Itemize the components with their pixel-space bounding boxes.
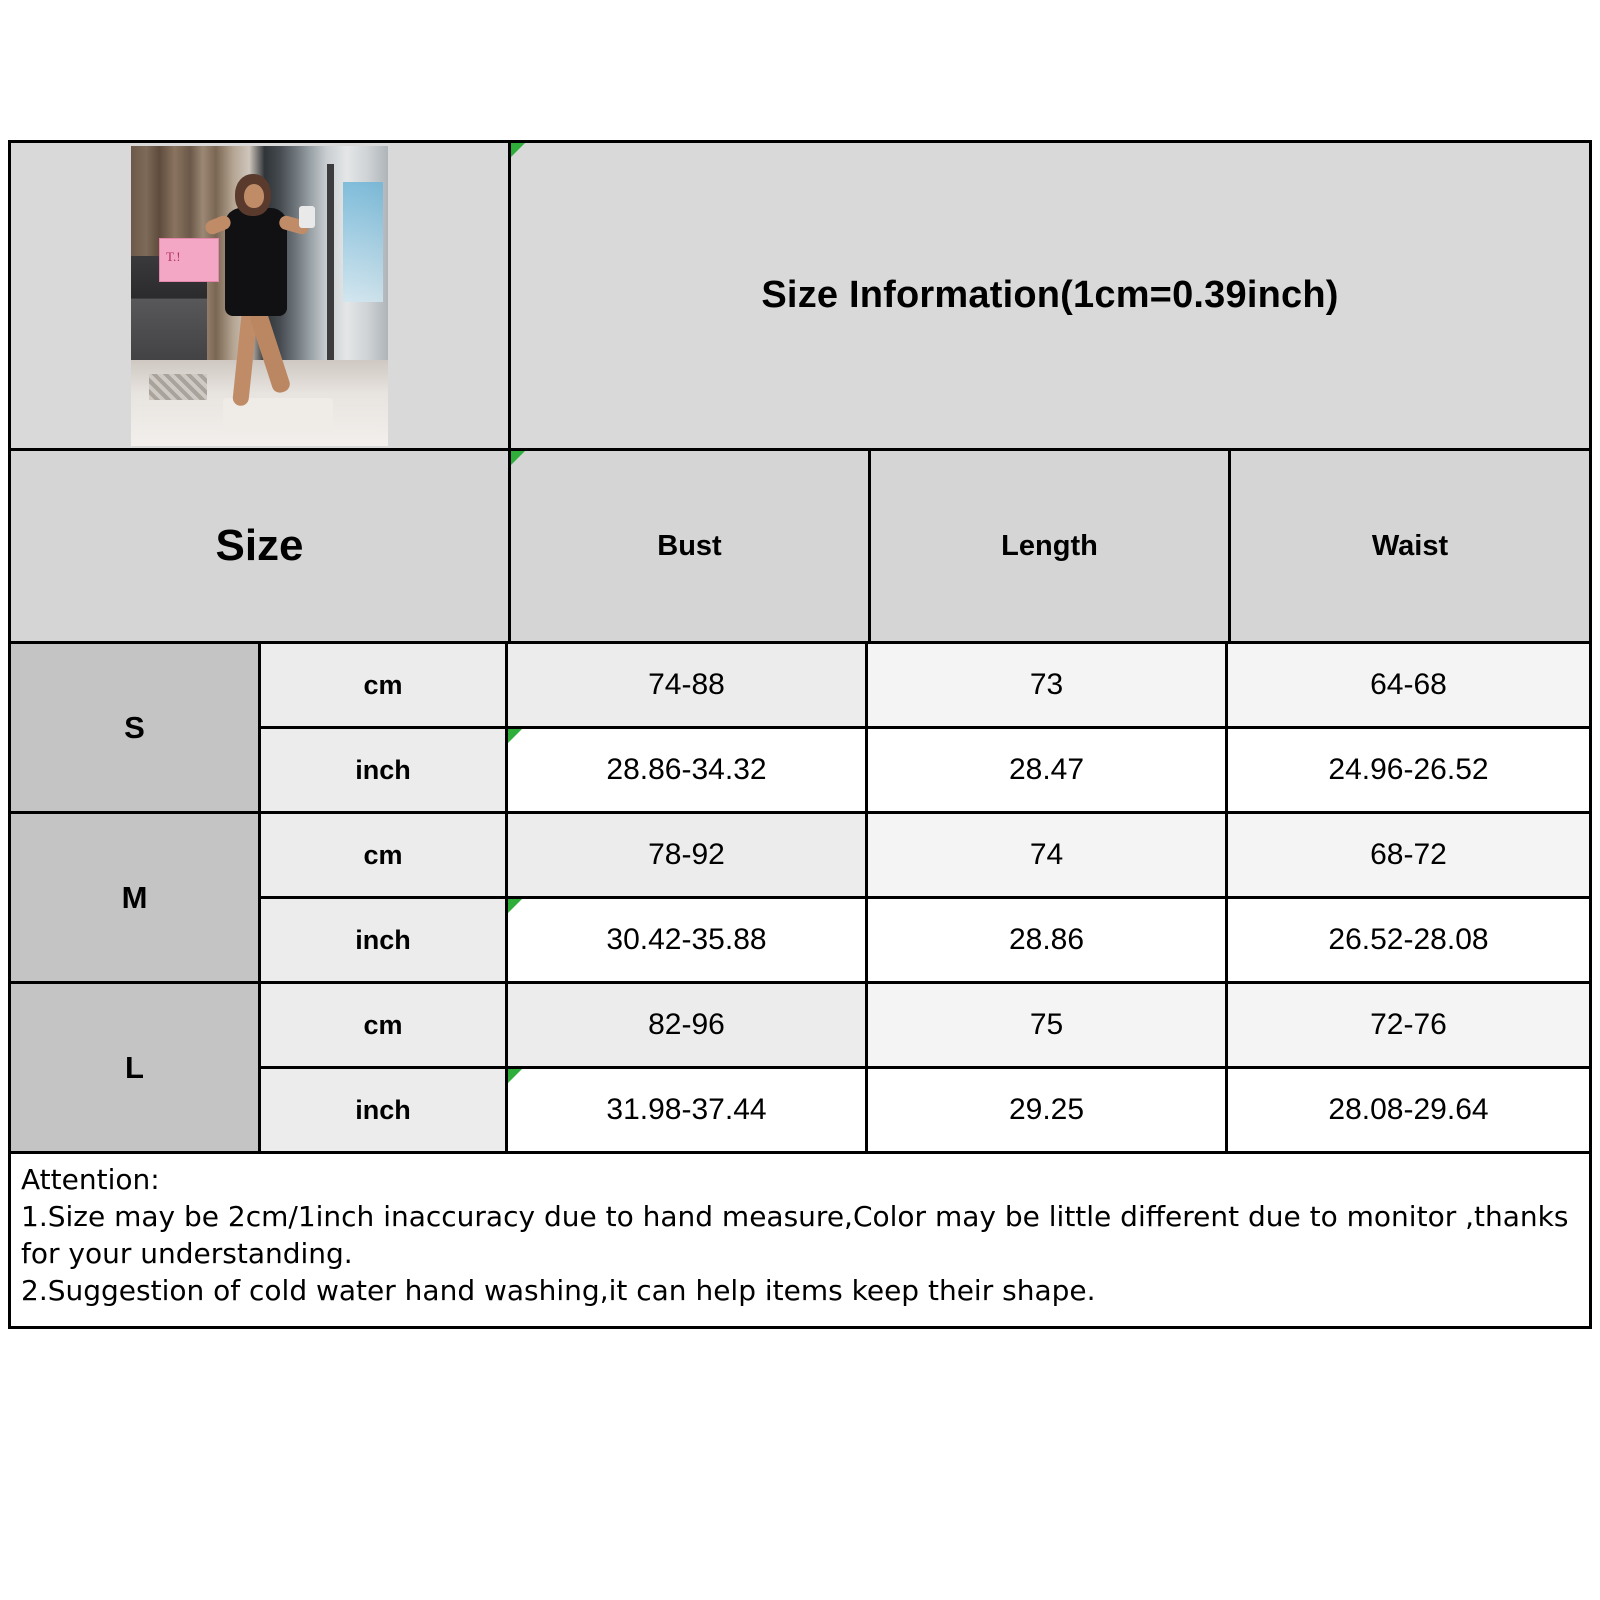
unit-cell-cm: cm bbox=[261, 984, 508, 1066]
photo-pink-box bbox=[159, 238, 219, 282]
cell-l-inch-length: 29.25 bbox=[868, 1069, 1228, 1151]
cell-s-cm-bust: 74-88 bbox=[508, 644, 868, 726]
cell-m-inch-bust-value: 30.42-35.88 bbox=[606, 923, 767, 956]
table-row bbox=[11, 814, 1589, 984]
cell-m-inch-length: 28.86 bbox=[868, 899, 1228, 981]
attention-line-1: 1.Size may be 2cm/1inch inaccuracy due to hand measure,Color may be little different due to monitor ,thanks for your understanding. bbox=[21, 1199, 1578, 1270]
cell-s-cm-waist: 64-68 bbox=[1228, 644, 1589, 726]
chart-header-row bbox=[11, 143, 1589, 451]
attention-heading: Attention: bbox=[21, 1163, 160, 1196]
attention-block bbox=[11, 1154, 1589, 1326]
size-m-cm-row bbox=[261, 814, 1589, 899]
product-photo-cell bbox=[11, 143, 511, 448]
cell-s-inch-bust-value: 28.86-34.32 bbox=[606, 753, 767, 786]
corner-marker-icon bbox=[508, 1069, 522, 1083]
column-header-bust bbox=[511, 451, 871, 641]
unit-cell-inch: inch bbox=[261, 729, 508, 811]
size-label-m: M bbox=[11, 814, 261, 981]
photo-model-dress bbox=[225, 208, 287, 316]
table-row bbox=[11, 984, 1589, 1154]
corner-marker-icon bbox=[511, 451, 525, 465]
size-label-l: L bbox=[11, 984, 261, 1151]
cell-m-inch-waist: 26.52-28.08 bbox=[1228, 899, 1589, 981]
unit-cell-inch: inch bbox=[261, 899, 508, 981]
column-header-size: Size bbox=[11, 451, 511, 641]
cell-s-inch-bust bbox=[508, 729, 868, 811]
photo-model-face bbox=[244, 184, 264, 208]
size-l-inch-row bbox=[261, 1069, 1589, 1151]
column-header-row bbox=[11, 451, 1589, 644]
size-m-inch-row bbox=[261, 899, 1589, 981]
photo-panel bbox=[343, 182, 383, 302]
cell-s-inch-length: 28.47 bbox=[868, 729, 1228, 811]
attention-line-2: 2.Suggestion of cold water hand washing,it can help items keep their shape. bbox=[21, 1273, 1096, 1307]
cell-l-inch-bust-value: 31.98-37.44 bbox=[606, 1093, 767, 1126]
corner-marker-icon bbox=[508, 899, 522, 913]
cell-m-cm-length: 74 bbox=[868, 814, 1228, 896]
corner-marker-icon bbox=[511, 143, 525, 157]
size-l-cm-row bbox=[261, 984, 1589, 1069]
cell-l-cm-length: 75 bbox=[868, 984, 1228, 1066]
cell-m-cm-waist: 68-72 bbox=[1228, 814, 1589, 896]
column-header-length: Length bbox=[871, 451, 1231, 641]
size-s-inch-row bbox=[261, 729, 1589, 811]
unit-cell-inch: inch bbox=[261, 1069, 508, 1151]
unit-cell-cm: cm bbox=[261, 644, 508, 726]
cell-l-inch-bust bbox=[508, 1069, 868, 1151]
cell-s-inch-waist: 24.96-26.52 bbox=[1228, 729, 1589, 811]
table-row bbox=[11, 644, 1589, 814]
size-s-cm-row bbox=[261, 644, 1589, 729]
cell-s-cm-length: 73 bbox=[868, 644, 1228, 726]
photo-cup bbox=[299, 206, 315, 228]
cell-l-cm-waist: 72-76 bbox=[1228, 984, 1589, 1066]
cell-l-inch-waist: 28.08-29.64 bbox=[1228, 1069, 1589, 1151]
column-header-bust-label: Bust bbox=[657, 529, 722, 562]
page-title: Size Information(1cm=0.39inch) bbox=[761, 274, 1339, 316]
product-photo bbox=[131, 146, 388, 446]
size-chart bbox=[8, 140, 1592, 1329]
photo-mat bbox=[149, 374, 207, 400]
cell-m-inch-bust bbox=[508, 899, 868, 981]
title-cell bbox=[511, 143, 1589, 448]
unit-cell-cm: cm bbox=[261, 814, 508, 896]
corner-marker-icon bbox=[508, 729, 522, 743]
size-label-s: S bbox=[11, 644, 261, 811]
cell-l-cm-bust: 82-96 bbox=[508, 984, 868, 1066]
column-header-waist: Waist bbox=[1371, 529, 1449, 562]
cell-m-cm-bust: 78-92 bbox=[508, 814, 868, 896]
